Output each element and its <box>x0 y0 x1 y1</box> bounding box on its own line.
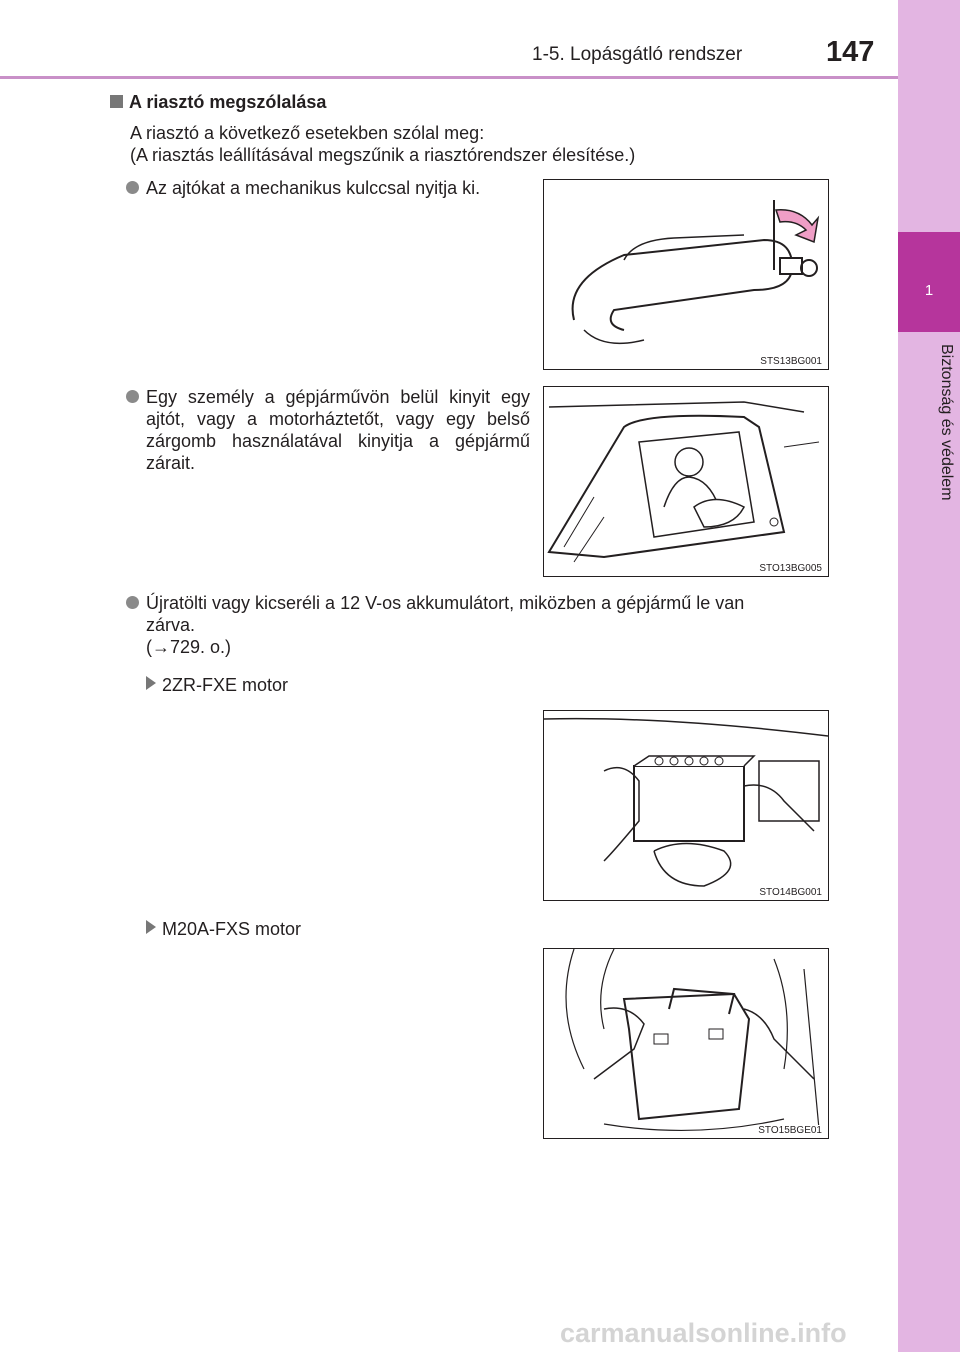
figure-door-key <box>543 179 829 370</box>
bullet-item <box>146 386 530 474</box>
arrow-right-icon: → <box>152 637 170 657</box>
sub-item <box>146 918 301 940</box>
watermark: carmanualsonline.info <box>560 1318 847 1348</box>
figure-code: STO15BGE01 <box>758 1125 822 1136</box>
bullet-text-line-1: Újratölti vagy kicseréli a 12 V-os akkumulátort, miközben a gépjármű le van <box>146 593 745 613</box>
page-number: 147 <box>826 36 875 68</box>
figure-code: STS13BG001 <box>760 356 822 367</box>
circle-bullet-icon <box>126 596 139 609</box>
battery-replacement-illustration <box>544 949 828 1138</box>
door-handle-key-illustration <box>544 180 828 369</box>
intro-line-1: A riasztó a következő esetekben szólal meg: <box>130 123 485 143</box>
bullet-item <box>146 177 530 199</box>
bullet-text: Az ajtókat a mechanikus kulccsal nyitja ki. <box>146 178 481 198</box>
figure-code: STO14BG001 <box>759 887 822 898</box>
circle-bullet-icon <box>126 181 139 194</box>
battery-replacement-illustration <box>544 711 828 900</box>
triangle-bullet-icon <box>146 920 156 934</box>
header-rule <box>0 76 900 79</box>
circle-bullet-icon <box>126 390 139 403</box>
figure-person-inside-car <box>543 386 829 577</box>
square-bullet-icon <box>110 95 123 108</box>
bullet-item <box>146 592 866 658</box>
intro-text <box>130 122 635 166</box>
section-heading <box>110 92 326 113</box>
side-tab-top <box>898 0 960 232</box>
chapter-title: Biztonság és védelem <box>938 344 955 501</box>
figure-battery-2zr <box>543 710 829 901</box>
person-in-vehicle-illustration <box>544 387 828 576</box>
triangle-bullet-icon <box>146 676 156 690</box>
bullet-text: Egy személy a gépjárművön belül kinyit egy ajtót, vagy a motorháztetőt, vagy egy belső zárgomb használatával kinyitja a gépjármű zárait. <box>146 387 530 473</box>
running-header: 1-5. Lopásgátló rendszer <box>532 44 743 65</box>
intro-line-2: (A riasztás leállításával megszűnik a riasztórendszer élesítése.) <box>130 145 636 165</box>
page-reference-link[interactable]: 729. o.) <box>170 637 232 657</box>
figure-battery-m20a <box>543 948 829 1139</box>
figure-code: STO13BG005 <box>759 563 822 574</box>
chapter-number: 1 <box>924 282 934 299</box>
bullet-text-line-2: zárva. <box>146 615 196 635</box>
sub-item <box>146 674 288 696</box>
sub-item-label: M20A-FXS motor <box>162 919 302 939</box>
sub-item-label: 2ZR-FXE motor <box>162 675 289 695</box>
page-reference: (→729. o.) <box>146 637 232 657</box>
section-heading-text: A riasztó megszólalása <box>129 92 327 112</box>
